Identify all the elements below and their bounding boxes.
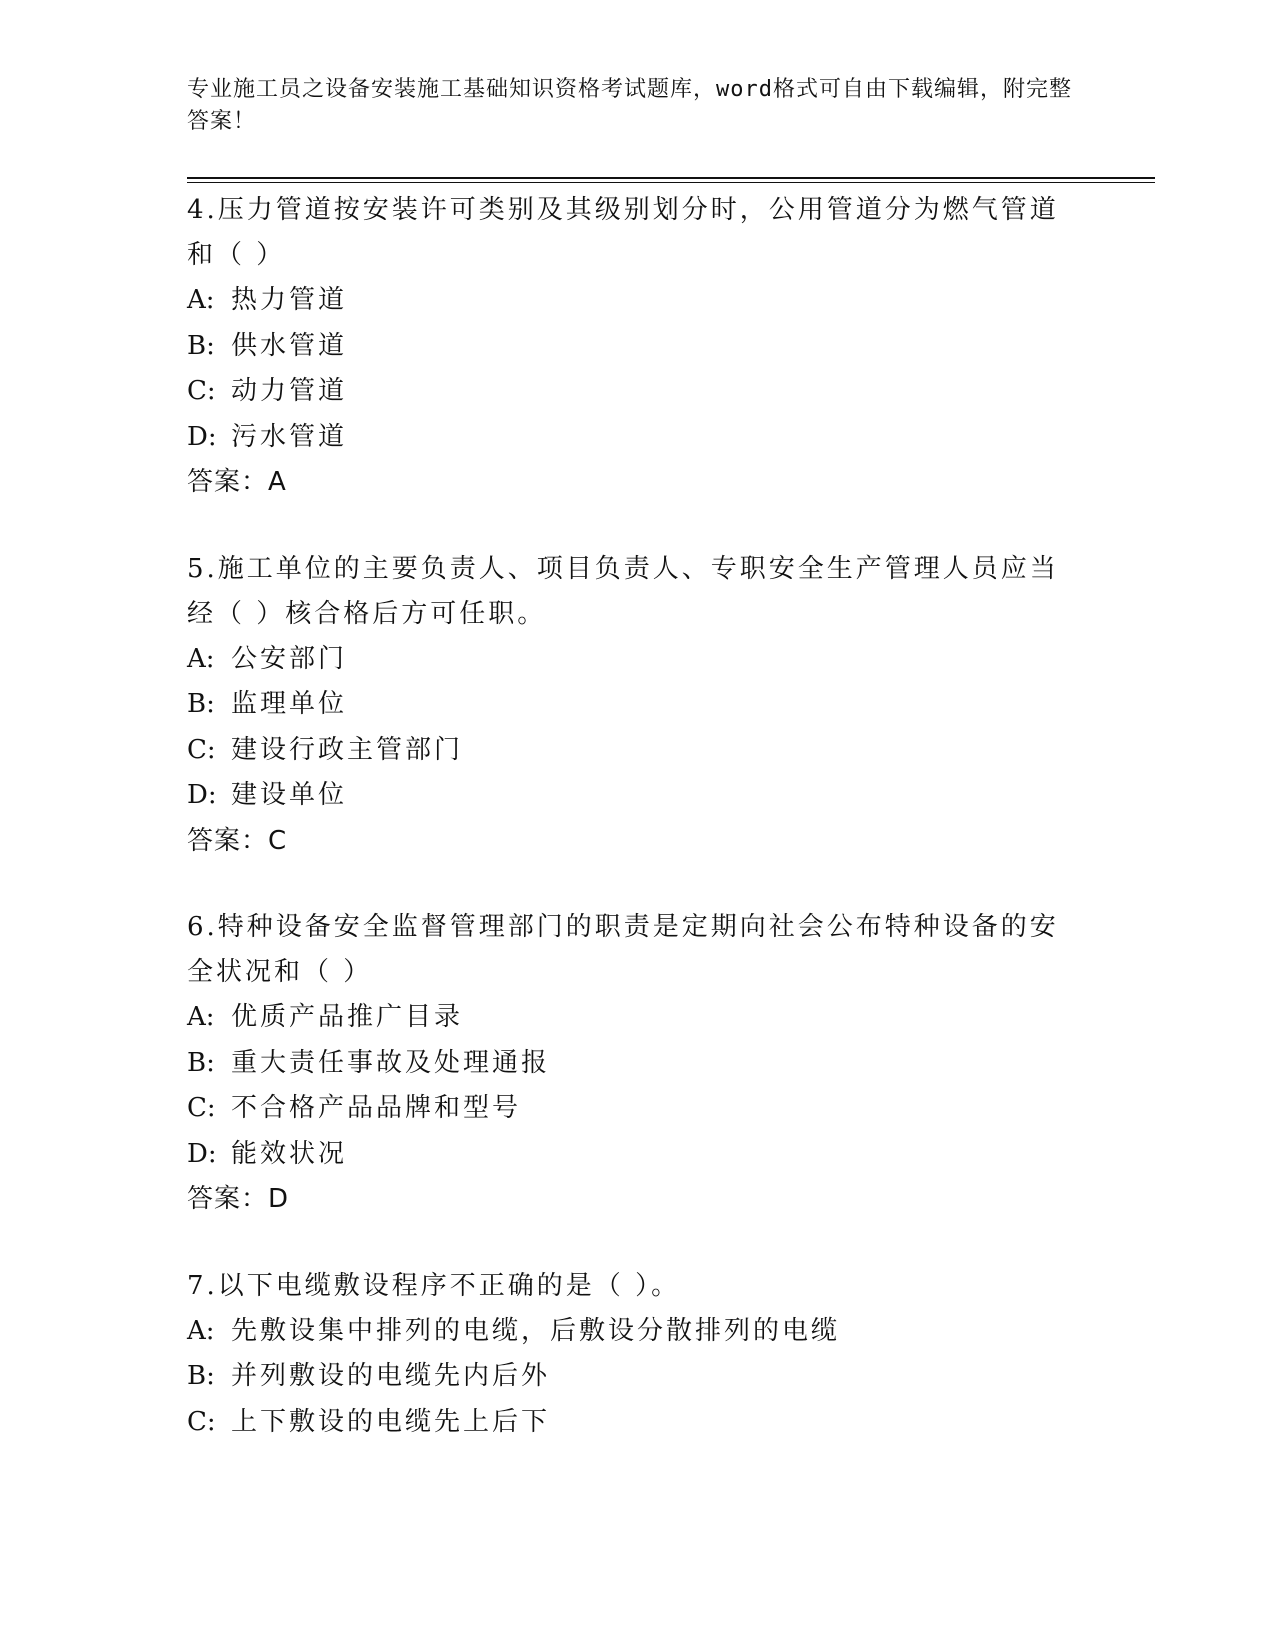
option-key: C: <box>187 376 216 406</box>
option-text: 先敷设集中排列的电缆，后敷设分散排列的电缆 <box>231 1315 841 1346</box>
option-text: 污水管道 <box>231 421 348 452</box>
option-a <box>187 637 1087 683</box>
option-text: 能效状况 <box>231 1138 348 1169</box>
option-key: C: <box>187 1406 216 1437</box>
option-key: B: <box>187 1361 215 1391</box>
answer-label: 答案：D <box>187 1184 290 1214</box>
option-d <box>187 415 1087 461</box>
answer-label: 答案：C <box>187 825 288 856</box>
option-c <box>187 1400 1087 1446</box>
option-key: D: <box>187 421 217 452</box>
question-stem: 5.施工单位的主要负责人、项目负责人、专职安全生产管理人员应当经（ ）核合格后方可任职。 <box>187 553 1059 629</box>
option-key: A: <box>187 1002 215 1032</box>
header-divider-thick <box>187 177 1155 179</box>
question-stem: 7.以下电缆敷设程序不正确的是（ ）。 <box>187 1270 681 1301</box>
question-item <box>187 547 1087 865</box>
question-stem: 6.特种设备安全监督管理部门的职责是定期向社会公布特种设备的安全状况和（ ） <box>187 912 1059 987</box>
question-stem: 4.压力管道按安装许可类别及其级别划分时，公用管道分为燃气管道和（ ） <box>187 195 1059 270</box>
option-b <box>187 1354 1087 1400</box>
option-key: A: <box>187 1315 215 1346</box>
question-item <box>187 905 1087 1223</box>
question-item <box>187 188 1087 506</box>
question-list <box>187 188 1087 1486</box>
option-a <box>187 1309 1087 1355</box>
option-key: D: <box>187 780 217 810</box>
option-c <box>187 369 1087 415</box>
option-d <box>187 773 1087 819</box>
option-key: C: <box>187 1093 216 1123</box>
option-text: 上下敷设的电缆先上后下 <box>231 1406 551 1437</box>
option-text: 动力管道 <box>231 376 348 406</box>
option-text: 监理单位 <box>231 689 348 719</box>
option-key: C: <box>187 734 216 765</box>
option-key: A: <box>187 643 215 674</box>
option-c <box>187 728 1087 774</box>
option-d <box>187 1132 1087 1178</box>
option-a <box>187 278 1087 324</box>
option-key: D: <box>187 1138 217 1169</box>
option-text: 供水管道 <box>231 330 348 361</box>
answer-label: 答案：A <box>187 467 287 497</box>
option-text: 公安部门 <box>231 643 348 674</box>
header-divider-thin <box>187 182 1155 183</box>
option-c <box>187 1086 1087 1132</box>
option-key: A: <box>187 285 215 315</box>
option-key: B: <box>187 330 215 361</box>
document-header: 专业施工员之设备安装施工基础知识资格考试题库，word格式可自由下载编辑，附完整答案！ <box>187 77 1072 134</box>
option-key: B: <box>187 1047 215 1078</box>
option-text: 重大责任事故及处理通报 <box>231 1047 551 1078</box>
option-text: 建设行政主管部门 <box>231 734 464 765</box>
option-text: 并列敷设的电缆先内后外 <box>231 1361 551 1391</box>
option-text: 不合格产品品牌和型号 <box>231 1093 522 1123</box>
question-item <box>187 1264 1087 1446</box>
option-b <box>187 324 1087 370</box>
option-key: B: <box>187 689 215 719</box>
option-text: 热力管道 <box>231 285 348 315</box>
option-b <box>187 682 1087 728</box>
option-text: 建设单位 <box>231 780 348 810</box>
option-a <box>187 995 1087 1041</box>
option-text: 优质产品推广目录 <box>231 1002 464 1032</box>
option-b <box>187 1041 1087 1087</box>
